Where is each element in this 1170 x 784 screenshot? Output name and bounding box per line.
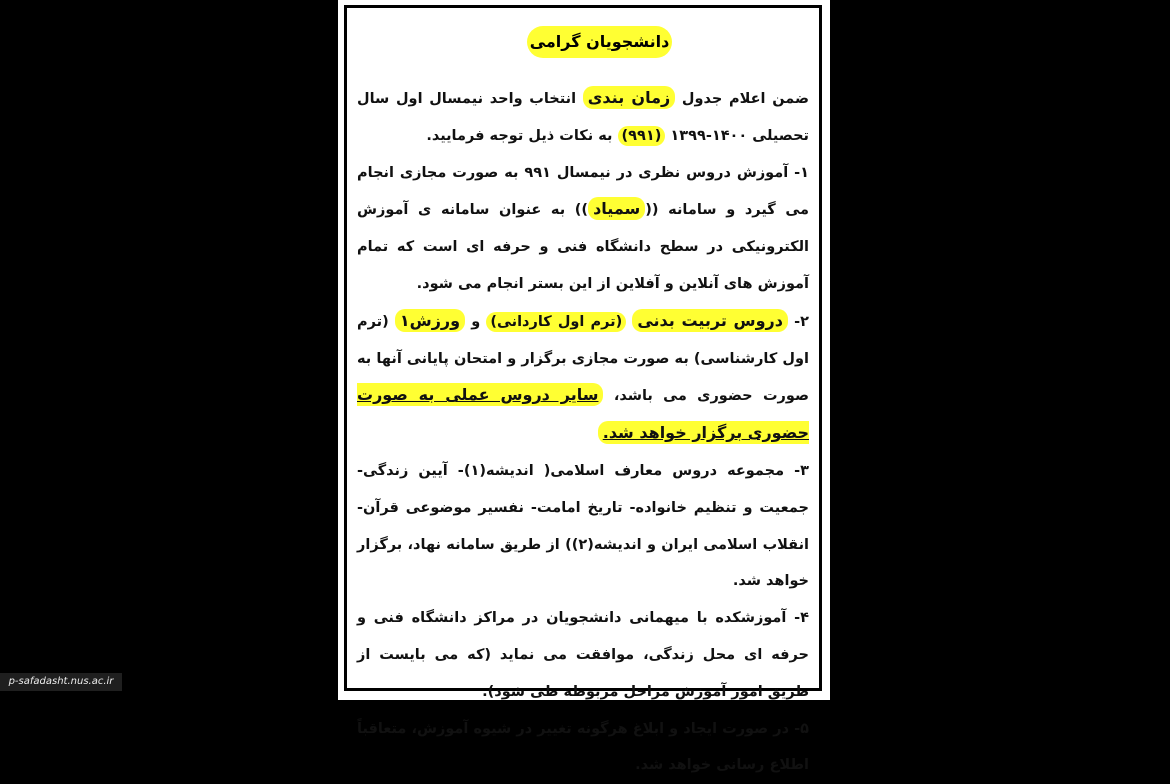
highlight-sport-1: ورزش۱ <box>395 309 465 332</box>
intro-text: ضمن اعلام جدول <box>681 91 809 107</box>
intro-text: انتخاب واحد نیمسال اول سال تحصیلی ۱۴۰۰-۱۳۹۹ <box>357 91 809 144</box>
item-2-text: (ترم اول کارشناسی) به صورت مجازی برگزار و امتحان پایانی آنها به صورت حضوری می باشد، <box>357 313 809 405</box>
intro-text: به نکات ذیل توجه فرمایید. <box>426 127 613 144</box>
item-1-text: ۱- آموزش دروس نظری در نیمسال ۹۹۱ به صورت مجازی انجام می گیرد و سامانه (( <box>357 164 809 219</box>
item-5: ۵- در صورت ایجاد و ابلاغ هرگونه تغییر در شیوه آموزش، متعاقباً اطلاع رسانی خواهد شد. <box>357 720 809 774</box>
highlight-samyad: سمیاد <box>588 197 645 220</box>
site-watermark: p-safadasht.nus.ac.ir <box>0 673 122 691</box>
notice-content <box>357 80 809 784</box>
highlight-physical-education: دروس تربیت بدنی <box>632 309 788 332</box>
highlight-first-term-associate: (ترم اول کاردانی) <box>486 312 626 332</box>
highlight-schedule: زمان بندی <box>583 86 675 109</box>
item-3: ۳- مجموعه دروس معارف اسلامی( اندیشه(۱)- آیین زندگی- جمعیت و تنظیم خانواده- تاریخ امامت- نفسیر موضوعی قرآن- انقلاب اسلامی ایران و اندیشه(۲)) از طریق سامانه نهاد، برگزار خواهد شد. <box>357 462 810 590</box>
item-1-text: )) به عنوان سامانه ی آموزش الکترونیکی در سطح دانشگاه فنی و حرفه ای است که تمام آموزش های آنلاین و آفلاین از این بستر انجام می شود. <box>357 202 809 292</box>
highlight-practical-courses: سایر دروس عملی به صورت حضوری برگزار خواهد شد. <box>357 385 809 443</box>
notice-page <box>338 0 830 774</box>
notice-box <box>344 5 822 774</box>
intro-paragraph <box>357 80 809 155</box>
notice-title: دانشجویان گرامی <box>527 26 672 58</box>
highlight-semester-code: (۹۹۱) <box>618 126 666 146</box>
item-2 <box>357 303 809 453</box>
item-4: ۴- آموزشکده با میهمانی دانشجویان در مراکز دانشگاه فنی و حرفه ای محل زندگی، موافقت می نماید (که می بایست از طریق امور آموزش مراحل مربوطه طی شود). <box>357 610 809 700</box>
item-1 <box>357 155 809 303</box>
item-2-text: و <box>471 313 481 330</box>
item-2-text: ۲- <box>794 313 809 330</box>
